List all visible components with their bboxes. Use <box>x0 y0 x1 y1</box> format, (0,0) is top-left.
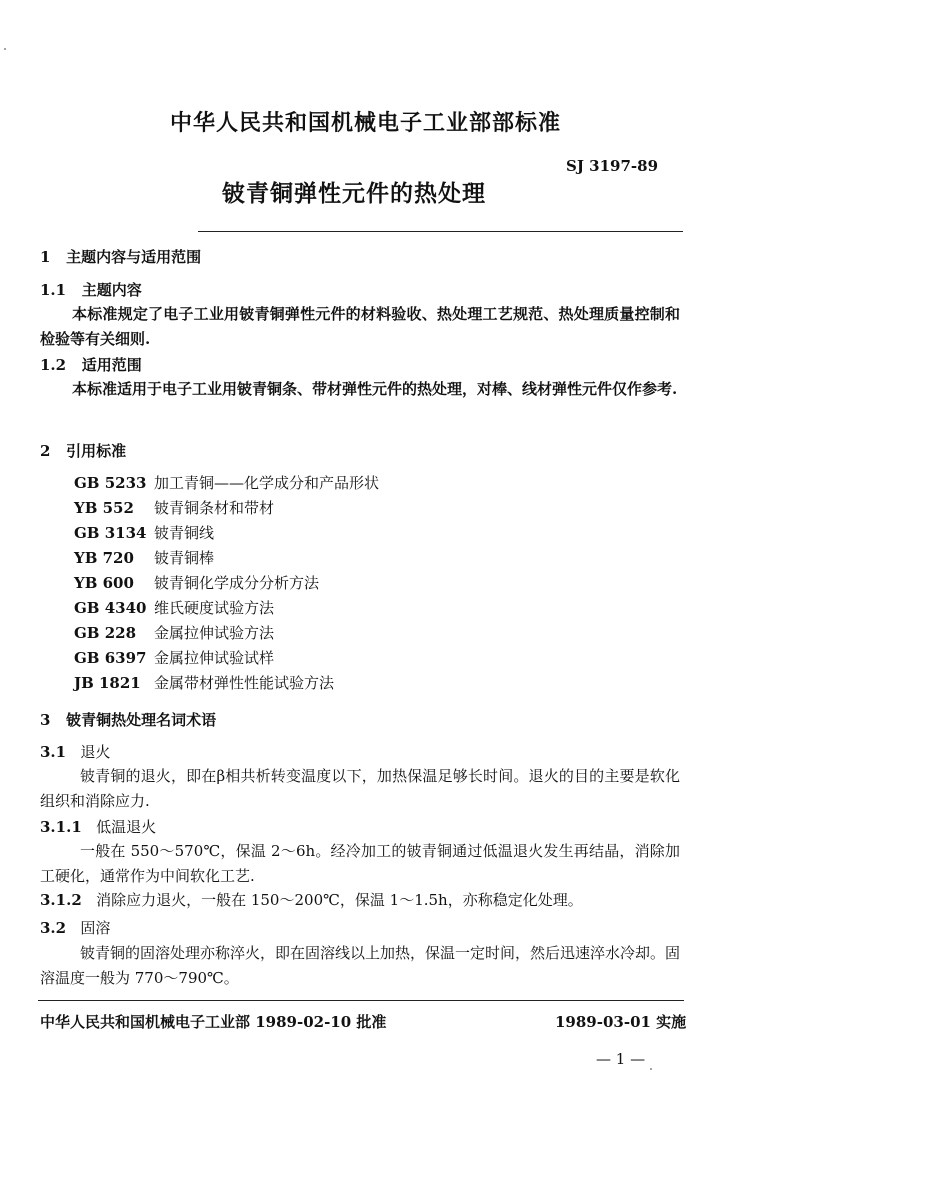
section-1-1-text: 本标准规定了电子工业用铍青铜弹性元件的材料验收、热处理工艺规范、热处理质量控制和检验等有关细则. <box>40 305 680 348</box>
section-2-heading: 2 引用标准 <box>40 442 127 460</box>
section-3-1-1-heading: 3.1.1 低温退火 <box>40 818 157 836</box>
standard-code: SJ 3197-89 <box>566 157 658 175</box>
section-3-1-1-text: 一般在 550～570℃，保温 2～6h。经冷加工的铍青铜通过低温退火发生再结晶，消除加工硬化，通常作为中间软化工艺. <box>40 842 680 885</box>
section-3-1-heading: 3.1 退火 <box>40 743 111 761</box>
section-3-1-text: 铍青铜的退火，即在β相共析转变温度以下，加热保温足够长时间。退火的目的主要是软化组织和消除应力. <box>40 767 680 810</box>
footer-rule <box>38 1000 684 1001</box>
section-3-1-2-paragraph: 3.1.2 消除应力退火，一般在 150～200℃，保温 1～1.5h，亦称稳定化处理。 <box>40 891 583 909</box>
section-3-2-heading: 3.2 固溶 <box>40 919 111 937</box>
scan-speck <box>4 48 6 50</box>
reference-item: YB 720 铍青铜棒 <box>74 549 215 567</box>
reference-item: GB 4340 维氏硬度试验方法 <box>74 599 275 617</box>
reference-item: GB 3134 铍青铜线 <box>74 524 215 542</box>
section-1-2-text: 本标准适用于电子工业用铍青铜条、带材弹性元件的热处理，对棒、线材弹性元件仅作参考. <box>72 380 678 398</box>
section-3-2-text: 铍青铜的固溶处理亦称淬火，即在固溶线以上加热，保温一定时间，然后迅速淬水冷却。固溶温度一般为 770～790℃。 <box>40 944 681 987</box>
reference-item: GB 6397 金属拉伸试验试样 <box>74 649 275 667</box>
reference-item: GB 5233 加工青铜——化学成分和产品形状 <box>74 474 380 492</box>
reference-list <box>74 472 379 697</box>
header-rule <box>198 231 683 232</box>
reference-item: JB 1821 金属带材弹性性能试验方法 <box>74 674 335 692</box>
approval-statement: 中华人民共和国机械电子工业部 1989-02-10 批准 <box>40 1013 387 1031</box>
page-number: — 1 — <box>596 1050 646 1068</box>
scan-speck <box>650 1068 652 1070</box>
reference-item: YB 552 铍青铜条材和带材 <box>74 499 275 517</box>
section-1-heading: 1 主题内容与适用范围 <box>40 248 202 266</box>
section-1-2-heading: 1.2 适用范围 <box>40 356 142 374</box>
section-1-1-heading: 1.1 主题内容 <box>40 281 142 299</box>
issuing-organization: 中华人民共和国机械电子工业部部标准 <box>170 111 562 136</box>
effective-date: 1989-03-01 实施 <box>555 1013 687 1031</box>
reference-item: GB 228 金属拉伸试验方法 <box>74 624 275 642</box>
document-title: 铍青铜弹性元件的热处理 <box>222 181 486 207</box>
section-3-heading: 3 铍青铜热处理名词术语 <box>40 711 217 729</box>
reference-item: YB 600 铍青铜化学成分分析方法 <box>74 574 320 592</box>
